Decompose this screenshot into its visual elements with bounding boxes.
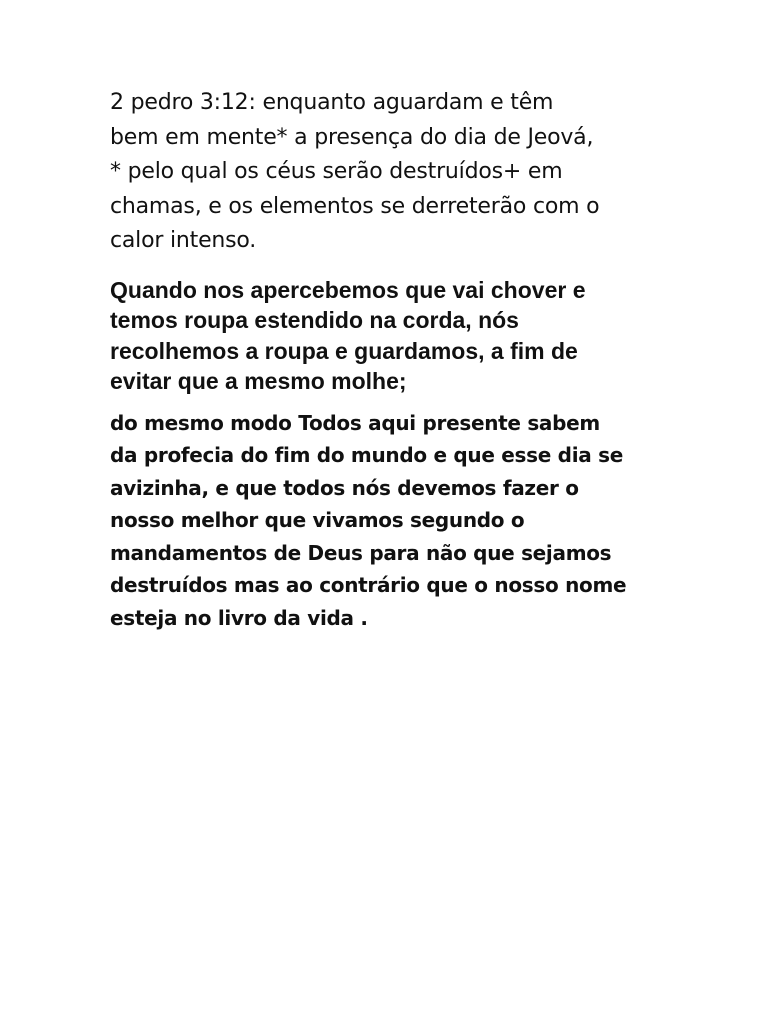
paragraph-prophecy: do mesmo modo Todos aqui presente sabem da profecia do fim do mundo e que esse dia se avizinha, e que todos nós devemos fazer o nosso melhor que vivamos segundo o mandamentos de Deus para não que sejamos destruídos mas ao contrário que o nosso nome esteja no livro da vida . [110, 410, 627, 630]
paragraph-rain-analogy: Quando nos apercebemos que vai chover e temos roupa estendido na corda, nós recolhemos a roupa e guardamos, a fim de evitar que a mesmo molhe; [110, 276, 586, 394]
bible-verse: 2 pedro 3:12: enquanto aguardam e têm bem em mente* a presença do dia de Jeová, * pelo qual os céus serão destruídos+ em chamas, e os elementos se derreterão com o calor intenso. [110, 90, 600, 253]
document-page [110, 86, 670, 634]
